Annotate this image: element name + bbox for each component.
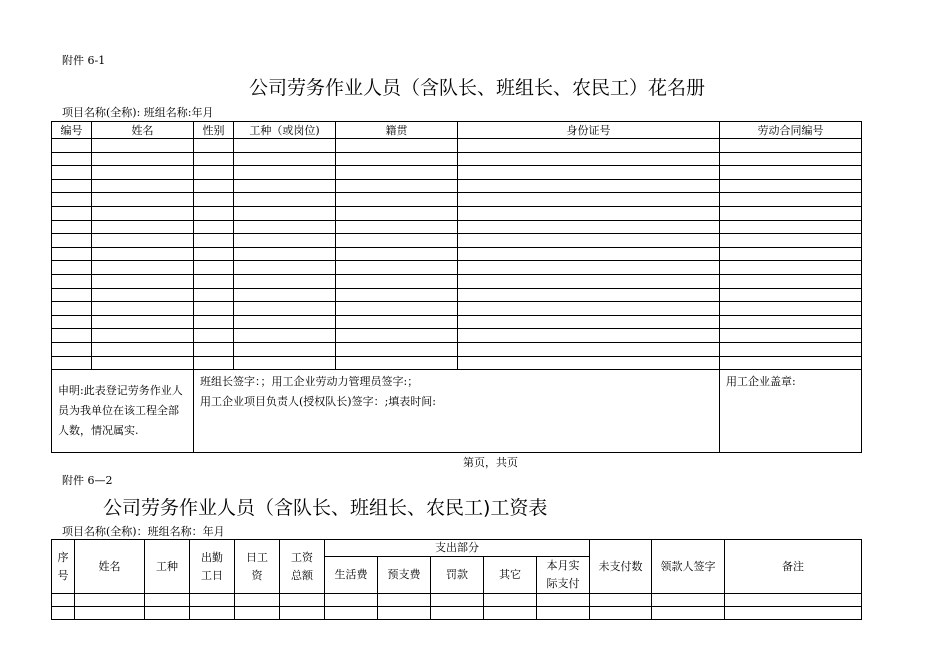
- col-name: 姓名: [92, 122, 194, 139]
- table-cell: [280, 607, 325, 620]
- table-cell: [234, 152, 336, 166]
- table-cell: [52, 193, 92, 207]
- table-cell: [194, 166, 234, 180]
- table-cell: [194, 356, 234, 370]
- wage-title: 公司劳务作业人员（含队长、班组长、农民工)工资表: [103, 497, 548, 519]
- table-cell: [458, 329, 720, 343]
- col-attendance-label: 出勤工日: [201, 550, 223, 582]
- table-cell: [92, 247, 194, 261]
- table-row: [52, 607, 862, 620]
- col-unpaid: 未支付数: [590, 540, 652, 594]
- table-cell: [52, 179, 92, 193]
- table-cell: [720, 193, 862, 207]
- table-row: [52, 261, 862, 275]
- table-row: [52, 356, 862, 370]
- stamp-cell: [720, 370, 862, 453]
- table-cell: [52, 166, 92, 180]
- table-cell: [194, 193, 234, 207]
- table-cell: [336, 356, 458, 370]
- table-cell: [194, 261, 234, 275]
- table-cell: [52, 315, 92, 329]
- table-row: [52, 342, 862, 356]
- table-cell: [52, 607, 75, 620]
- table-cell: [52, 342, 92, 356]
- table-cell: [431, 607, 484, 620]
- col-signature: 领款人签字: [652, 540, 725, 594]
- table-cell: [194, 315, 234, 329]
- table-row: [52, 247, 862, 261]
- col-advance: 预支费: [378, 557, 431, 594]
- col-trade: 工种（或岗位): [234, 122, 336, 139]
- table-cell: [194, 302, 234, 316]
- col-fine: 罚款: [431, 557, 484, 594]
- col-expense-group: 支出部分: [325, 540, 590, 557]
- table-cell: [720, 179, 862, 193]
- attachment-label-1: 附件 6-1: [62, 54, 106, 67]
- declaration-cell: [52, 370, 194, 453]
- table-cell: [720, 206, 862, 220]
- table-cell: [336, 247, 458, 261]
- table-cell: [234, 166, 336, 180]
- table-cell: [194, 234, 234, 248]
- col-id-number: 身份证号: [458, 122, 720, 139]
- table-cell: [234, 274, 336, 288]
- roster-title: 公司劳务作业人员（含队长、班组长、农民工）花名册: [249, 77, 706, 99]
- table-row: [52, 139, 862, 153]
- col-daily-wage: [235, 540, 280, 594]
- table-cell: [234, 288, 336, 302]
- table-cell: [52, 356, 92, 370]
- table-cell: [92, 356, 194, 370]
- table-cell: [431, 594, 484, 607]
- table-cell: [720, 356, 862, 370]
- table-cell: [537, 594, 590, 607]
- table-cell: [720, 274, 862, 288]
- table-cell: [652, 607, 725, 620]
- table-cell: [720, 247, 862, 261]
- table-cell: [52, 152, 92, 166]
- col-actual-paid-label: 本月实际支付: [546, 559, 580, 590]
- roster-table: [51, 121, 862, 453]
- table-cell: [194, 179, 234, 193]
- table-row: [52, 166, 862, 180]
- table-cell: [458, 166, 720, 180]
- roster-project-info: 项目名称(全称): 班组名称:年月: [62, 106, 214, 119]
- table-cell: [92, 166, 194, 180]
- table-cell: [194, 329, 234, 343]
- table-row: [52, 152, 862, 166]
- table-cell: [336, 261, 458, 275]
- table-cell: [52, 261, 92, 275]
- table-cell: [92, 329, 194, 343]
- page-info: 第页，共页: [463, 456, 518, 469]
- table-cell: [234, 329, 336, 343]
- table-cell: [52, 139, 92, 153]
- col-total-wage-label: 工资总额: [291, 550, 313, 582]
- table-cell: [234, 220, 336, 234]
- table-cell: [458, 274, 720, 288]
- col-wage-name: 姓名: [75, 540, 145, 594]
- col-living: 生活费: [325, 557, 378, 594]
- table-cell: [194, 220, 234, 234]
- table-cell: [92, 288, 194, 302]
- table-cell: [458, 139, 720, 153]
- table-cell: [336, 288, 458, 302]
- table-cell: [458, 247, 720, 261]
- table-cell: [336, 193, 458, 207]
- table-cell: [234, 247, 336, 261]
- table-cell: [92, 342, 194, 356]
- table-cell: [194, 288, 234, 302]
- sign-line-1: 班组长签字：；用工企业劳动力管理员签字:；: [200, 375, 419, 389]
- table-cell: [720, 342, 862, 356]
- table-cell: [145, 607, 190, 620]
- col-seq: [52, 540, 75, 594]
- table-cell: [484, 594, 537, 607]
- table-cell: [458, 152, 720, 166]
- table-cell: [336, 139, 458, 153]
- table-cell: [378, 594, 431, 607]
- table-cell: [92, 234, 194, 248]
- table-cell: [720, 234, 862, 248]
- col-total-wage: [280, 540, 325, 594]
- col-actual-paid: [537, 557, 590, 594]
- sign-line-2: 用工企业项目负责人(授权队长)签字：;填表时间:: [200, 395, 436, 409]
- table-cell: [234, 234, 336, 248]
- table-cell: [720, 166, 862, 180]
- table-cell: [234, 302, 336, 316]
- table-cell: [92, 274, 194, 288]
- col-attendance: [190, 540, 235, 594]
- wage-header-row-1: [52, 540, 862, 557]
- table-row: [52, 315, 862, 329]
- table-cell: [234, 193, 336, 207]
- table-cell: [234, 206, 336, 220]
- table-cell: [75, 607, 145, 620]
- table-cell: [52, 274, 92, 288]
- table-cell: [234, 179, 336, 193]
- table-cell: [92, 139, 194, 153]
- table-cell: [52, 247, 92, 261]
- table-cell: [92, 315, 194, 329]
- table-cell: [234, 342, 336, 356]
- table-cell: [92, 152, 194, 166]
- table-cell: [336, 206, 458, 220]
- attachment-label-2: 附件 6—2: [62, 474, 113, 487]
- table-cell: [336, 274, 458, 288]
- table-row: [52, 193, 862, 207]
- col-wage-trade: 工种: [145, 540, 190, 594]
- table-cell: [652, 594, 725, 607]
- wage-project-info: 项目名称(全称)：班组名称：年月: [62, 525, 225, 538]
- declaration-text: 申明:此表登记劳务作业人员为我单位在该工程全部人数，情况属实.: [58, 384, 183, 438]
- table-cell: [325, 607, 378, 620]
- wage-table: [51, 539, 862, 620]
- table-row: [52, 179, 862, 193]
- table-cell: [336, 166, 458, 180]
- col-number: 编号: [52, 122, 92, 139]
- table-cell: [458, 193, 720, 207]
- col-seq-label: 序号: [57, 550, 69, 582]
- col-daily-wage-label: 日工资: [246, 550, 268, 582]
- roster-header-row: [52, 122, 862, 139]
- col-origin: 籍贯: [336, 122, 458, 139]
- table-cell: [458, 342, 720, 356]
- table-cell: [52, 329, 92, 343]
- table-cell: [52, 206, 92, 220]
- table-row: [52, 234, 862, 248]
- table-row: [52, 220, 862, 234]
- col-remark: 备注: [725, 540, 862, 594]
- table-cell: [234, 261, 336, 275]
- table-cell: [194, 152, 234, 166]
- table-cell: [725, 607, 862, 620]
- wage-body: [52, 594, 862, 620]
- table-cell: [336, 234, 458, 248]
- table-cell: [458, 220, 720, 234]
- table-cell: [280, 594, 325, 607]
- table-cell: [720, 220, 862, 234]
- col-other: 其它: [484, 557, 537, 594]
- table-cell: [52, 234, 92, 248]
- table-row: [52, 288, 862, 302]
- table-cell: [92, 220, 194, 234]
- table-cell: [234, 356, 336, 370]
- table-row: [52, 274, 862, 288]
- table-cell: [378, 607, 431, 620]
- table-cell: [590, 594, 652, 607]
- col-gender: 性别: [194, 122, 234, 139]
- table-cell: [92, 206, 194, 220]
- table-cell: [336, 220, 458, 234]
- roster-footer-row: [52, 370, 862, 453]
- table-cell: [190, 594, 235, 607]
- table-row: [52, 329, 862, 343]
- table-row: [52, 302, 862, 316]
- table-cell: [458, 206, 720, 220]
- table-cell: [458, 261, 720, 275]
- table-cell: [336, 315, 458, 329]
- table-cell: [190, 607, 235, 620]
- table-cell: [458, 356, 720, 370]
- table-cell: [75, 594, 145, 607]
- table-cell: [92, 193, 194, 207]
- table-row: [52, 594, 862, 607]
- table-cell: [92, 302, 194, 316]
- table-cell: [458, 288, 720, 302]
- table-cell: [458, 315, 720, 329]
- table-cell: [720, 152, 862, 166]
- table-cell: [725, 594, 862, 607]
- table-cell: [235, 594, 280, 607]
- table-cell: [720, 261, 862, 275]
- table-cell: [52, 288, 92, 302]
- signature-cell: [194, 370, 720, 453]
- table-cell: [52, 302, 92, 316]
- table-cell: [325, 594, 378, 607]
- table-cell: [458, 234, 720, 248]
- table-cell: [720, 139, 862, 153]
- table-cell: [336, 179, 458, 193]
- table-cell: [484, 607, 537, 620]
- table-cell: [92, 261, 194, 275]
- table-cell: [235, 607, 280, 620]
- table-cell: [52, 594, 75, 607]
- table-cell: [458, 179, 720, 193]
- table-cell: [145, 594, 190, 607]
- table-cell: [336, 342, 458, 356]
- table-cell: [537, 607, 590, 620]
- table-cell: [194, 206, 234, 220]
- table-cell: [194, 139, 234, 153]
- table-cell: [458, 302, 720, 316]
- col-contract-number: 劳动合同编号: [720, 122, 862, 139]
- table-row: [52, 206, 862, 220]
- table-cell: [590, 607, 652, 620]
- roster-body: [52, 139, 862, 370]
- table-cell: [336, 152, 458, 166]
- table-cell: [234, 315, 336, 329]
- table-cell: [92, 179, 194, 193]
- table-cell: [336, 302, 458, 316]
- stamp-label: 用工企业盖章:: [726, 375, 796, 389]
- table-cell: [52, 220, 92, 234]
- table-cell: [720, 288, 862, 302]
- table-cell: [194, 247, 234, 261]
- table-cell: [720, 315, 862, 329]
- table-cell: [194, 274, 234, 288]
- table-cell: [336, 329, 458, 343]
- table-cell: [720, 329, 862, 343]
- table-cell: [234, 139, 336, 153]
- table-cell: [194, 342, 234, 356]
- table-cell: [720, 302, 862, 316]
